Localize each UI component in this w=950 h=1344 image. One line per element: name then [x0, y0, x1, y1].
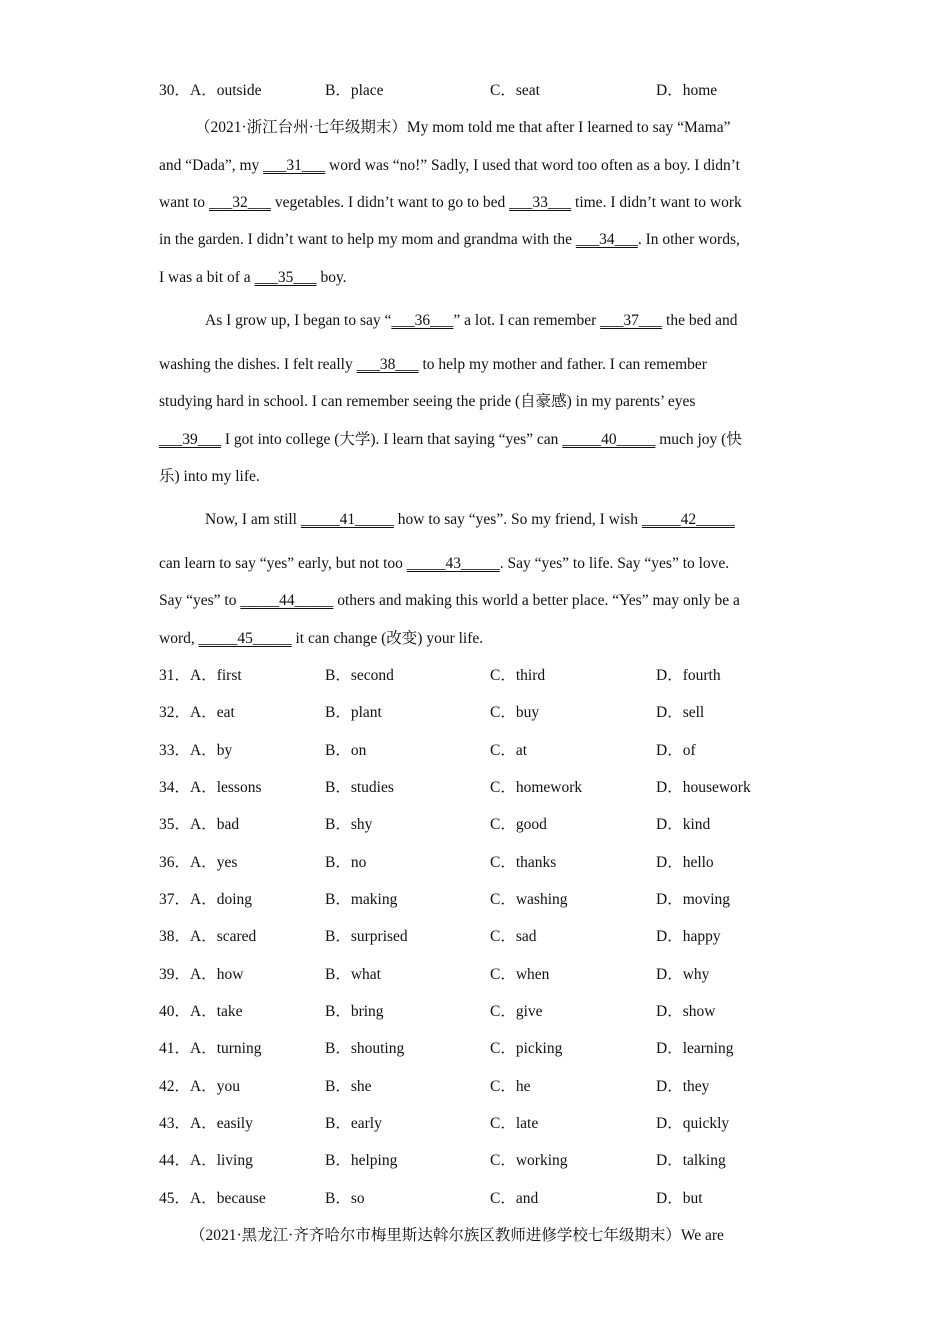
option-d: D．they [656, 1078, 710, 1095]
passage-text: how to say “yes”. So my friend, I wish [393, 511, 642, 528]
question-33-options [159, 741, 799, 761]
passage-line-2 [159, 156, 740, 176]
passage-text: We are [680, 1227, 724, 1244]
option-b: B．studies [325, 779, 394, 796]
passage-line-4 [159, 230, 740, 250]
option-d: D．why [656, 966, 710, 983]
blank-34: ___34___ [575, 231, 638, 248]
option-a: 40．A．take [159, 1003, 243, 1020]
option-b: B．shy [325, 816, 373, 833]
passage-text: the bed and [662, 312, 738, 329]
option-c: C．give [490, 1003, 543, 1020]
passage-text: it can change (改变) your life. [291, 630, 484, 647]
blank-45: _____45_____ [198, 630, 292, 647]
option-d: D．learning [656, 1040, 734, 1057]
blank-37: ___37___ [600, 312, 663, 329]
option-a: 33．A．by [159, 742, 233, 759]
option-b: B．shouting [325, 1040, 405, 1057]
passage-text: want to [159, 194, 209, 211]
question-number: 30． [159, 82, 191, 99]
passage-text: . Say “yes” to life. Say “yes” to love. [499, 555, 730, 572]
passage-text: word was “no!” Sadly, I used that word too often as a boy. I didn’t [325, 157, 740, 174]
option-c: C．and [490, 1190, 539, 1207]
passage-text: ” a lot. I can remember [453, 312, 601, 329]
passage-text: I got into college (大学). I learn that saying “yes” can [221, 431, 563, 448]
question-43-options [159, 1114, 799, 1134]
option-a: 42．A．you [159, 1078, 240, 1095]
blank-43: _____43_____ [406, 555, 500, 572]
option-c: C．when [490, 966, 550, 983]
option-c: C．thanks [490, 854, 557, 871]
source-label: （2021·浙江台州·七年级期末） [195, 119, 407, 136]
option-d: D．but [656, 1190, 703, 1207]
passage-text: Say “yes” to [159, 592, 241, 609]
option-c: C．working [490, 1152, 568, 1169]
option-d: D．moving [656, 891, 731, 908]
option-a: 37．A．doing [159, 891, 253, 908]
option-c: C．sad [490, 928, 537, 945]
question-37-options [159, 890, 799, 910]
blank-35: ___35___ [254, 269, 317, 286]
passage-text: Now, I am still [205, 511, 301, 528]
passage-line-6 [205, 311, 737, 331]
passage-text: As I grow up, I began to say “ [205, 312, 392, 329]
option-b: B．on [325, 742, 367, 759]
question-45-options [159, 1189, 799, 1209]
passage-text: vegetables. I didn’t want to go to bed [270, 194, 510, 211]
option-d: D．happy [656, 928, 721, 945]
option-a: 43．A．easily [159, 1115, 253, 1132]
passage-text: others and making this world a better place. “Yes” may only be a [333, 592, 740, 609]
passage-text: boy. [316, 269, 347, 286]
option-a: 32．A．eat [159, 704, 235, 721]
question-31-options [159, 666, 799, 686]
option-a-text: A．outside [190, 82, 262, 99]
question-30-options [159, 81, 799, 101]
option-c: C．picking [490, 1040, 563, 1057]
passage-text: can learn to say “yes” early, but not too [159, 555, 407, 572]
option-a: 39．A．how [159, 966, 244, 983]
option-d: D．hello [656, 854, 714, 871]
blank-41: _____41_____ [300, 511, 394, 528]
option-b: B．surprised [325, 928, 408, 945]
option-c: C．at [490, 742, 528, 759]
option-b: B．second [325, 667, 394, 684]
blank-39: ___39___ [159, 431, 221, 448]
option-b: B．what [325, 966, 381, 983]
passage-text: much joy (快 [655, 431, 742, 448]
option-c: C．he [490, 1078, 531, 1095]
option-a: 36．A．yes [159, 854, 238, 871]
option-c: C．homework [490, 779, 583, 796]
option-d: D．home [656, 82, 718, 99]
passage-line-8 [159, 392, 695, 412]
option-a: 38．A．scared [159, 928, 257, 945]
option-b: B．bring [325, 1003, 384, 1020]
question-39-options [159, 965, 799, 985]
option-a: 35．A．bad [159, 816, 240, 833]
passage-text: in the garden. I didn’t want to help my mom and grandma with the [159, 231, 576, 248]
option-a: 34．A．lessons [159, 779, 262, 796]
passage-line-7 [159, 355, 707, 375]
question-32-options [159, 703, 799, 723]
option-b: B．helping [325, 1152, 398, 1169]
option-b: B．place [325, 82, 384, 99]
question-40-options [159, 1002, 799, 1022]
passage-line-9 [159, 430, 742, 450]
option-b: B．early [325, 1115, 382, 1132]
passage-text: . In other words, [637, 231, 740, 248]
passage-text: I was a bit of a [159, 269, 255, 286]
blank-38: ___38___ [356, 356, 419, 373]
blank-33: ___33___ [509, 194, 572, 211]
passage-text: My mom told me that after I learned to say “Mama” [406, 119, 731, 136]
passage-line-14 [159, 629, 483, 649]
question-44-options [159, 1151, 799, 1171]
blank-44: _____44_____ [240, 592, 334, 609]
option-d: D．show [656, 1003, 716, 1020]
passage-text: time. I didn’t want to work [571, 194, 742, 211]
passage-text: 乐) into my life. [159, 468, 260, 485]
source-label: （2021·黑龙江·齐齐哈尔市梅里斯达斡尔族区教师进修学校七年级期末） [190, 1227, 681, 1244]
passage-text: and “Dada”, my [159, 157, 264, 174]
blank-31: ___31___ [263, 157, 326, 174]
blank-36: ___36___ [391, 312, 454, 329]
option-a: 45．A．because [159, 1190, 266, 1207]
passage-line-1 [195, 118, 731, 138]
blank-40: _____40_____ [562, 431, 656, 448]
option-d: D．sell [656, 704, 705, 721]
passage-text: to help my mother and father. I can remember [418, 356, 707, 373]
blank-42: _____42_____ [641, 511, 735, 528]
passage-line-10 [159, 467, 260, 487]
option-b: B．plant [325, 704, 382, 721]
question-38-options [159, 927, 799, 947]
option-c: C．seat [490, 82, 540, 99]
passage-line-13 [159, 591, 740, 611]
blank-32: ___32___ [208, 194, 271, 211]
option-d: D．quickly [656, 1115, 730, 1132]
option-b: B．so [325, 1190, 365, 1207]
option-d: D．talking [656, 1152, 726, 1169]
option-c: C．washing [490, 891, 568, 908]
option-d: D．kind [656, 816, 711, 833]
question-41-options [159, 1039, 799, 1059]
option-a [159, 81, 261, 101]
passage-line-5 [159, 268, 347, 288]
passage-text: washing the dishes. I felt really [159, 356, 357, 373]
option-c: C．buy [490, 704, 540, 721]
option-c: C．third [490, 667, 546, 684]
question-35-options [159, 815, 799, 835]
passage-line-11 [205, 510, 735, 530]
question-42-options [159, 1077, 799, 1097]
option-a: 41．A．turning [159, 1040, 262, 1057]
next-passage-line [190, 1226, 724, 1246]
passage-line-12 [159, 554, 729, 574]
option-a: 31．A．first [159, 667, 242, 684]
passage-line-3 [159, 193, 742, 213]
option-d: D．of [656, 742, 696, 759]
question-34-options [159, 778, 799, 798]
option-d: D．fourth [656, 667, 721, 684]
option-c: C．good [490, 816, 547, 833]
passage-text: studying hard in school. I can remember seeing the pride (自豪感) in my parents’ eyes [159, 393, 696, 410]
option-b: B．she [325, 1078, 372, 1095]
option-b: B．no [325, 854, 367, 871]
option-a: 44．A．living [159, 1152, 253, 1169]
option-d: D．housework [656, 779, 751, 796]
option-b: B．making [325, 891, 398, 908]
question-36-options [159, 853, 799, 873]
option-c: C．late [490, 1115, 539, 1132]
passage-text: word, [159, 630, 199, 647]
